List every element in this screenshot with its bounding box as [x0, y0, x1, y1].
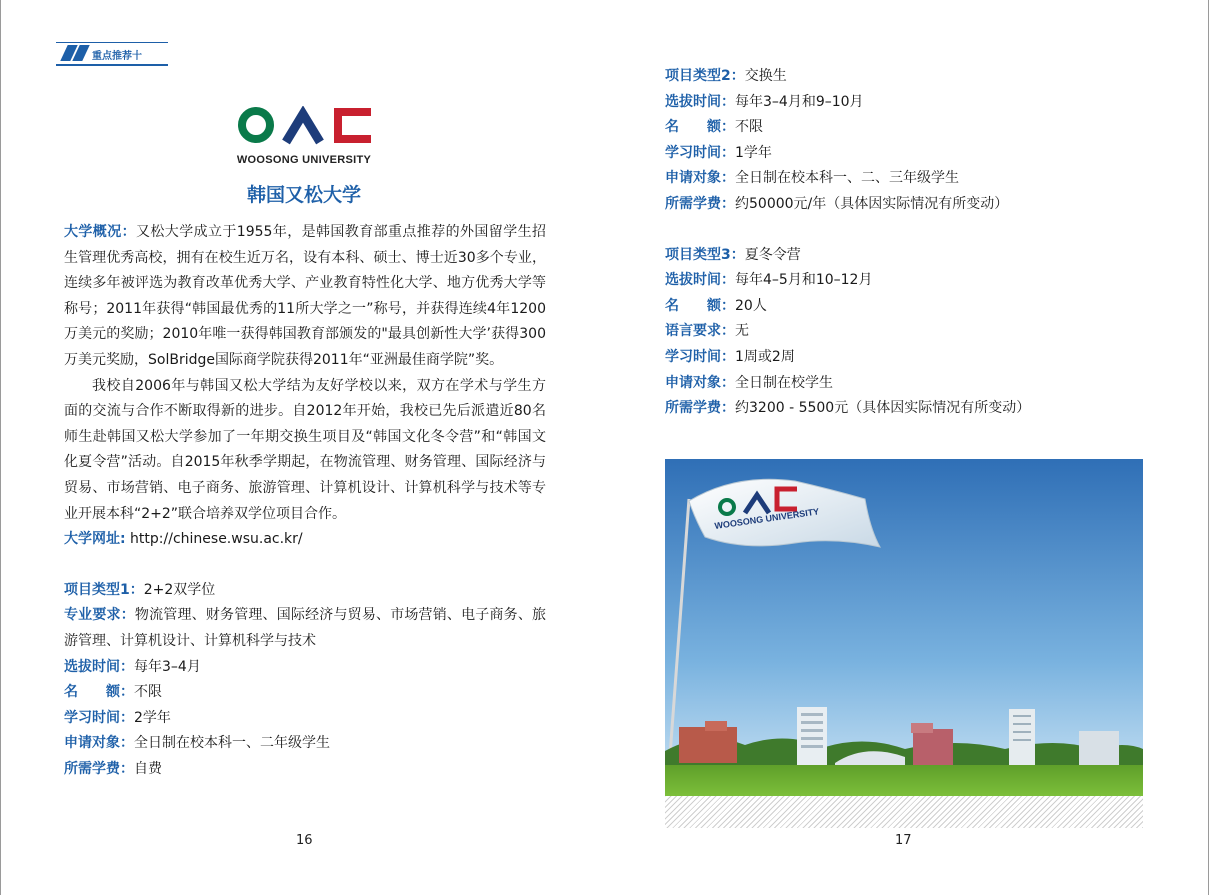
spacer — [665, 218, 1145, 243]
logo-wordmark: WOOSONG UNIVERSITY — [236, 154, 372, 166]
field-value: 不限 — [134, 684, 162, 701]
p1-quota — [64, 680, 546, 706]
field-value: 全日制在校学生 — [735, 374, 833, 391]
p3-quota — [665, 294, 1145, 320]
website-label: 大学网址: — [64, 531, 126, 548]
field-value: 2+2双学位 — [143, 581, 216, 598]
logo-mark-icon — [236, 106, 372, 152]
field-label: 学习时间： — [665, 348, 735, 365]
cooperation-paragraph: 我校自2006年与韩国又松大学结为友好学校以来，双方在学术与学生方面的交流与合作不断取得新的进步。自2012年开始，我校已先后派遣近80名师生赴韩国又松大学参加了一年期交换生项目及“韩国文化冬令营”和“韩国文化夏令营”活动。自2015年秋季学期起，在物流管理、财务管理、国际经济与贸易、市场营销、电子商务、旅游管理、计算机设计、计算机科学与技术等专业开展本科“2+2”联合培养双学位项目合作。 — [64, 377, 546, 522]
field-label: 名 额： — [665, 297, 735, 314]
badge-label: 重点推荐十 — [92, 51, 142, 62]
p3-fee — [665, 396, 1145, 422]
p2-target — [665, 166, 1145, 192]
photo-hatch-strip — [665, 796, 1143, 828]
campus-illustration — [665, 459, 1143, 796]
p2-duration — [665, 141, 1145, 167]
field-label: 所需学费： — [64, 760, 134, 777]
field-value: 约3200 - 5500元（具体因实际情况有所变动） — [735, 400, 1031, 417]
right-column — [665, 64, 1145, 422]
p2-fee — [665, 192, 1145, 218]
field-value: 无 — [735, 323, 749, 340]
field-value: 全日制在校本科一、二年级学生 — [134, 735, 330, 752]
p3-selection — [665, 268, 1145, 294]
p3-duration — [665, 345, 1145, 371]
overview-paragraph — [64, 220, 546, 374]
overview-text: 又松大学成立于1955年，是韩国教育部重点推荐的外国留学生招生管理优秀高校，拥有在校生近万名，设有本科、硕士、博士近30多个专业，连续多年被评选为教育改革优秀大学、产业教育特性化大学、地方优秀大学等称号；2011年获得“韩国最优秀的11所大学之一”称号，并获得连续4年1200万美元的奖励；2010年唯一获得韩国教育部颁发的"最具创新性大学’获得300万美元奖励，SolBridge国际商学院获得2011年“亚洲最佳商学院”奖。 — [64, 224, 546, 368]
left-column — [64, 220, 546, 782]
p3-language — [665, 319, 1145, 345]
p2-type — [665, 64, 1145, 90]
field-label: 项目类型2： — [665, 68, 745, 84]
field-label: 名 额： — [665, 119, 735, 136]
field-label: 专业要求： — [64, 607, 135, 624]
field-label: 学习时间： — [64, 709, 134, 726]
page-number-left: 16 — [296, 833, 313, 848]
field-label: 学习时间： — [665, 144, 735, 161]
field-label: 选拔时间： — [665, 93, 735, 110]
p1-target — [64, 731, 546, 757]
field-value: 自费 — [134, 760, 162, 777]
website-link[interactable]: http://chinese.wsu.ac.kr/ — [125, 531, 303, 548]
field-value: 交换生 — [744, 68, 787, 84]
field-value: 20人 — [735, 297, 767, 314]
field-value: 每年3–4月 — [134, 658, 201, 675]
field-value: 每年4–5月和10–12月 — [735, 272, 873, 289]
field-label: 所需学费： — [665, 400, 735, 417]
page-number-right: 17 — [895, 833, 912, 848]
field-value: 1学年 — [735, 144, 772, 161]
field-label: 申请对象： — [64, 735, 134, 752]
field-label: 选拔时间： — [665, 272, 735, 289]
field-label: 语言要求： — [665, 323, 735, 340]
field-label: 所需学费： — [665, 195, 735, 212]
field-value: 约50000元/年（具体因实际情况有所变动） — [735, 195, 1009, 212]
field-value: 1周或2周 — [735, 348, 795, 365]
field-label: 名 额： — [64, 684, 134, 701]
p1-fee — [64, 757, 546, 783]
p2-selection — [665, 90, 1145, 116]
field-label: 项目类型3： — [665, 246, 745, 263]
field-value: 每年3–4月和9–10月 — [735, 93, 864, 110]
page-edge-left — [0, 0, 1, 895]
overview-label: 大学概况： — [64, 224, 136, 240]
field-value: 全日制在校本科一、二、三年级学生 — [735, 170, 959, 187]
flag-text: WOOSONG UNIVERSITY — [713, 506, 820, 531]
p1-selection — [64, 655, 546, 681]
website-line — [64, 527, 546, 553]
university-title: 韩国又松大学 — [246, 184, 361, 206]
spacer — [64, 553, 546, 578]
p2-quota — [665, 115, 1145, 141]
p3-target — [665, 371, 1145, 397]
field-value: 夏冬令营 — [744, 246, 801, 263]
field-label: 选拔时间： — [64, 658, 134, 675]
university-logo — [236, 106, 372, 170]
p1-type — [64, 578, 546, 604]
field-label: 申请对象： — [665, 374, 735, 391]
field-value: 物流管理、财务管理、国际经济与贸易、市场营销、电子商务、旅游管理、计算机设计、计算机科学与技术 — [64, 607, 547, 649]
p1-duration — [64, 706, 546, 732]
field-label: 项目类型1： — [64, 581, 144, 598]
p3-type — [665, 243, 1145, 269]
field-label: 申请对象： — [665, 170, 735, 187]
section-badge — [56, 42, 168, 66]
campus-photo — [665, 459, 1143, 796]
field-value: 2学年 — [134, 709, 171, 726]
field-value: 不限 — [735, 119, 763, 136]
p1-major — [64, 603, 546, 654]
